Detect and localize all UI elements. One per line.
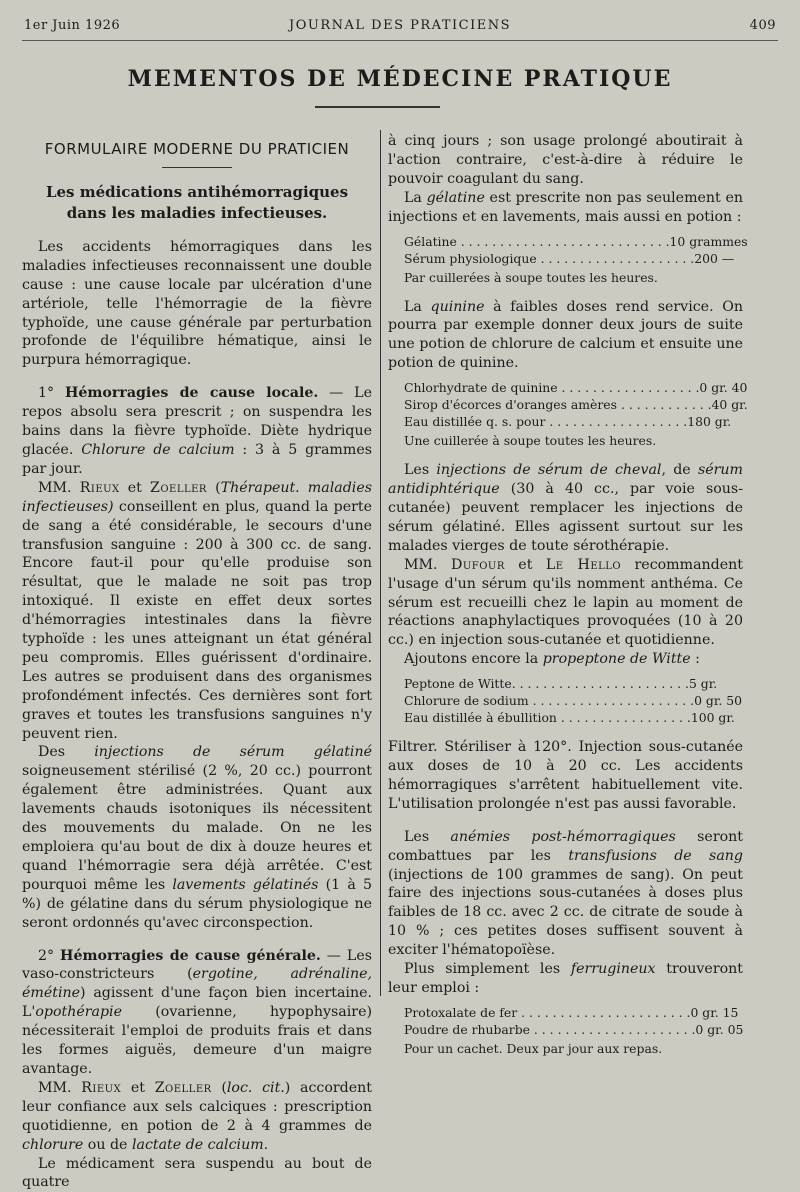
calcium-paragraph: MM. Rieux et Zoeller (loc. cit.) accordent leur confiance aux sels calciques : prescription quotidienne, en potion de 2 à 4 grammes de chlorure ou de lactate de calcium. [22,1079,372,1155]
formula-note: Une cuillerée à soupe toutes les heures. [404,432,743,449]
formula-row: Eau distillée à ébullition . . . . . . . . . . . . . . . . . 100 gr. [404,709,743,726]
gelatine-formula [404,233,743,286]
continuation-paragraph: à cinq jours ; son usage prolongé aboutirait à l'action contraire, c'est-à-dire à réduire le pouvoir coagulant du sang. [388,132,743,189]
ferrugineux-paragraph: Plus simplement les ferrugineux trouveront leur emploi : [388,960,743,998]
section-rule [162,167,232,168]
section-title: FORMULAIRE MODERNE DU PRATICIEN [22,140,372,159]
left-column [22,132,372,1192]
title-rule [315,106,440,108]
formula-row: Chlorhydrate de quinine . . . . . . . . . . . . . . . . . . 0 gr. 40 [404,379,743,396]
formula-row: Eau distillée q. s. pour . . . . . . . . . . . . . . . . . . 180 gr. [404,413,743,430]
transfusion-paragraph: MM. Rieux et Zoeller (Thérapeut. maladies infectieuses) conseillent en plus, quand la perte de sang a été considérable, le secours d'une transfusion sanguine : 200 à 300 cc. de sang. Encore faut-il pour qu'elle produise son résultat, que le malade ne soit pas trop intoxiqué. Il existe en effet deux sortes d'hémorragies intestinales dans la fièvre typhoïde : les unes atteignant un état général peu compromis. Elles guérissent d'ordinaire. Les autres se produisent dans des organismes profondément infectés. Ces dernières sont fort graves et toutes les transfusions sanguines n'y peuvent rien. [22,479,372,744]
formula-row: Peptone de Witte. . . . . . . . . . . . . . . . . . . . . . . 5 gr. [404,675,743,692]
general-cause-paragraph: 2° Hémorragies de cause générale. — Les vaso-constricteurs (ergotine, adrénaline, émétine) agissent d'une façon bien incertaine. L'opothérapie (ovarienne, hypophysaire) nécessiterait l'emploi de produits frais et dans les formes aiguës, demeure d'un maigre avantage. [22,947,372,1079]
page-title: MEMENTOS DE MÉDECINE PRATIQUE [0,66,800,92]
formula-row: Protoxalate de fer . . . . . . . . . . . . . . . . . . . . . . 0 gr. 15 [404,1004,743,1021]
anemia-paragraph: Les anémies post-hémorragiques seront combattues par les transfusions de sang (injections de 100 grammes de sang). On peut faire des injections sous-cutanées à doses plus faibles de 18 cc. avec 2 cc. de citrate de soude à 10 % ; ces petites doses suffisent souvent à exciter l'hématopoïèse. [388,828,743,960]
anthema-paragraph: MM. Dufour et Le Hello recommandent l'usage d'un sérum qu'ils nomment anthéma. Ce sérum est recueilli chez le lapin au moment de réactions anaphylactiques provoquées (10 à 20 cc.) en injection sous-cutanée et quotidienne. [388,556,743,651]
issue-date: 1er Juin 1926 [24,18,120,33]
header-rule [22,40,778,41]
formula-row: Poudre de rhubarbe . . . . . . . . . . . . . . . . . . . . . 0 gr. 05 [404,1021,743,1038]
column-divider [380,130,381,996]
intro-paragraph: Les accidents hémorragiques dans les maladies infectieuses reconnaissent une double cause : une cause locale par ulcération d'une artériole, telle l'hémorragie de la fièvre typhoïde, une cause générale par perturbation profonde de l'équilibre hématique, ainsi le purpura hémorragique. [22,238,372,370]
serum-paragraph: Des injections de sérum gélatiné soigneusement stérilisé (2 %, 20 cc.) pourront également être administrées. Quant aux lavements chauds isotoniques ils nécessitent des mouvements du malade. On ne les emploiera qu'au bout de dix à douze heures et quand l'hémorragie sera déjà arrêtée. C'est pourquoi même les lavements gélatinés (1 à 5 %) de gélatine dans du sérum physiologique ne seront ordonnés qu'avec circonspection. [22,743,372,932]
general-cause-heading: Hémorragies de cause générale. [60,948,321,964]
local-cause-paragraph: 1° Hémorragies de cause locale. — Le repos absolu sera prescrit ; on suspendra les bains dans la fièvre typhoïde. Diète hydrique glacée. Chlorure de calcium : 3 à 5 grammes par jour. [22,384,372,479]
formula-note: Par cuillerées à soupe toutes les heures. [404,269,743,286]
suspension-paragraph: Le médicament sera suspendu au bout de quatre [22,1155,372,1192]
formula-row: Chlorure de sodium . . . . . . . . . . . . . . . . . . . . . 0 gr. 50 [404,692,743,709]
journal-name: JOURNAL DES PRATICIENS [24,18,776,33]
filtrer-paragraph: Filtrer. Stériliser à 120°. Injection sous-cutanée aux doses de 10 à 20 cc. Les accidents hémorragiques s'arrêtent habituellement vite. L'utilisation prolongée n'est pas aussi favorable. [388,738,743,814]
article-subtitle: Les médications antihémorragiques dans les maladies infectieuses. [22,182,372,224]
formula-row: Sirop d'écorces d'oranges amères . . . . . . . . . . . . 40 gr. [404,396,743,413]
propeptone-formula [404,675,743,726]
formula-note: Pour un cachet. Deux par jour aux repas. [404,1040,743,1057]
iron-formula [404,1004,743,1057]
local-cause-heading: Hémorragies de cause locale. [65,385,318,401]
page-number: 409 [750,18,776,33]
formula-row: Sérum physiologique . . . . . . . . . . . . . . . . . . . . 200 — [404,250,743,267]
quinine-formula [404,379,743,449]
quinine-paragraph: La quinine à faibles doses rend service. On pourra par exemple donner deux jours de suite une potion de chlorure de calcium et ensuite une potion de quinine. [388,298,743,374]
running-head [24,14,776,36]
serum-injection-paragraph: Les injections de sérum de cheval, de sérum antidiphtérique (30 à 40 cc., par voie sous-cutanée) peuvent remplacer les injections de sérum gélatiné. Elles agissent surtout sur les malades vierges de toute sérothérapie. [388,461,743,556]
formula-row: Gélatine . . . . . . . . . . . . . . . . . . . . . . . . . . . 10 grammes [404,233,743,250]
propeptone-paragraph: Ajoutons encore la propeptone de Witte : [388,650,743,669]
gelatine-paragraph: La gélatine est prescrite non pas seulement en injections et en lavements, mais aussi en potion : [388,189,743,227]
right-column [388,132,743,1061]
